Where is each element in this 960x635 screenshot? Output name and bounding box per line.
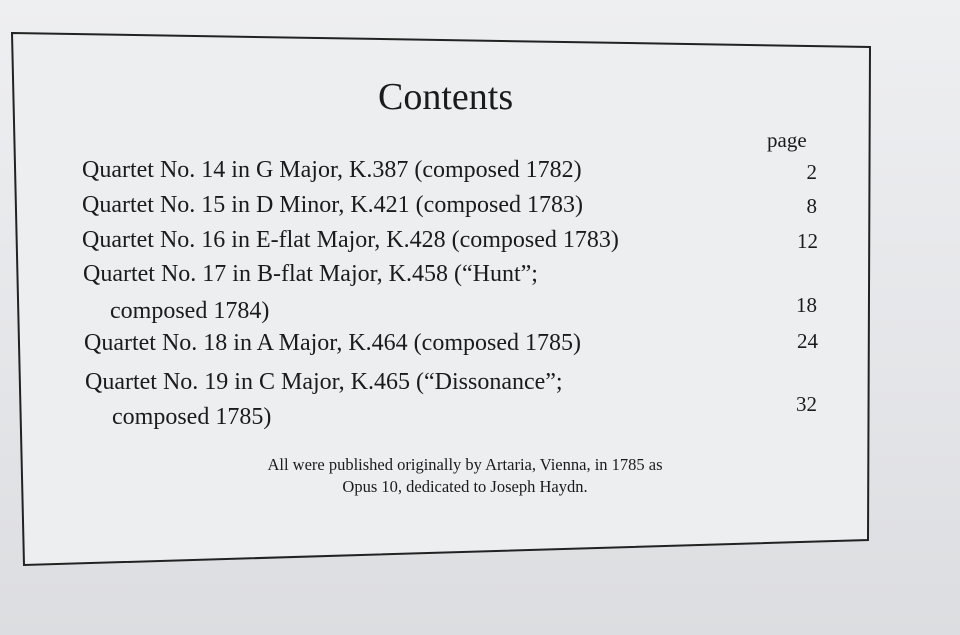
toc-entry-6: Quartet No. 19 in C Major, K.465 (“Dissonance”; xyxy=(85,369,563,395)
toc-page-1: 2 xyxy=(806,160,817,184)
footnote-line-2: Opus 10, dedicated to Joseph Haydn. xyxy=(342,477,588,496)
page-title: Contents xyxy=(378,76,514,118)
toc-entry-1: Quartet No. 14 in G Major, K.387 (composed 1782) xyxy=(82,157,582,183)
toc-entry-3: Quartet No. 16 in E-flat Major, K.428 (composed 1783) xyxy=(82,227,619,253)
toc-entry-4: Quartet No. 17 in B-flat Major, K.458 (“Hunt”; xyxy=(83,261,538,287)
toc-page-2: 8 xyxy=(806,194,817,218)
toc-entry-4-cont: composed 1784) xyxy=(110,298,270,324)
footnote-line-1: All were published originally by Artaria, Vienna, in 1785 as xyxy=(267,455,663,474)
toc-entry-2: Quartet No. 15 in D Minor, K.421 (composed 1783) xyxy=(82,192,583,218)
toc-entry-5: Quartet No. 18 in A Major, K.464 (composed 1785) xyxy=(84,330,581,356)
toc-page-6: 32 xyxy=(796,392,817,416)
page-column-header: page xyxy=(767,128,807,152)
toc-page-3: 12 xyxy=(797,229,818,253)
toc-page-5: 24 xyxy=(797,329,818,353)
toc-entry-6-cont: composed 1785) xyxy=(112,404,272,430)
toc-page-4: 18 xyxy=(796,293,817,317)
